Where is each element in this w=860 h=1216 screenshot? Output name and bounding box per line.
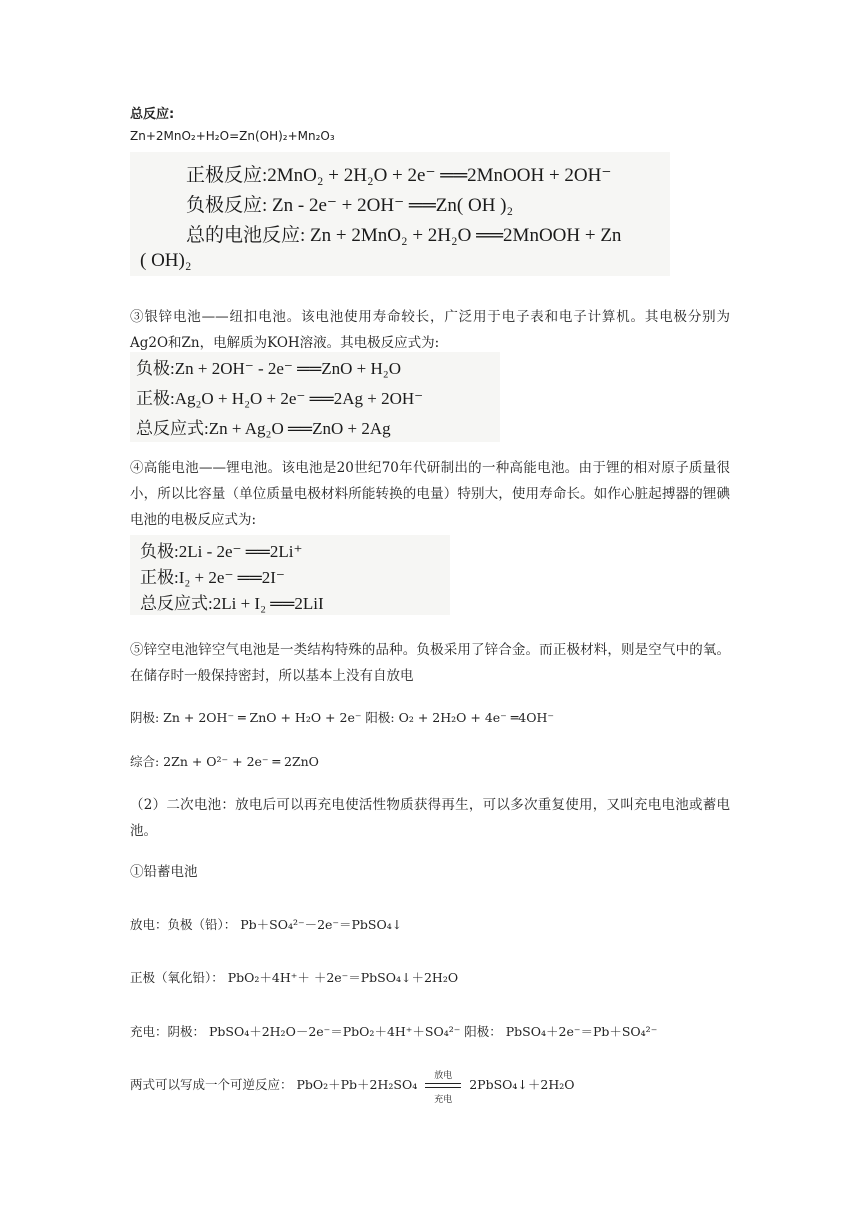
eq-total-cell-reaction: 总的电池反应: Zn + 2MnO₂ + 2H₂O ══2MnOOH + Zn <box>186 225 622 246</box>
zinc-air-overall: 综合: 2Zn + O²⁻ + 2e⁻ ═ 2ZnO <box>130 754 319 769</box>
silver-zinc-paragraph: ③银锌电池——纽扣电池。该电池使用寿命较长，广泛用于电子表和电子计算机。其电极分别为Ag2O和Zn，电解质为KOH溶液。其电极反应式为: <box>130 309 730 351</box>
zinc-air-paragraph: ⑤锌空电池锌空气电池是一类结构特殊的品种。负极采用了锌合金。而正极材料，则是空气中的氧。在储存时一般保持密封，所以基本上没有自放电 <box>130 642 730 684</box>
eq-lithium-positive: 正极:I₂ + 2e⁻ ══2I⁻ <box>140 568 285 587</box>
lead-acid-reversible <box>130 1070 730 1105</box>
eq-silver-negative: 负极:Zn + 2OH⁻ - 2e⁻ ══ZnO + H₂O <box>136 359 401 378</box>
eq-silver-positive: 正极:Ag₂O + H₂O + 2e⁻ ══2Ag + 2OH⁻ <box>136 389 424 408</box>
lead-acid-title: ①铅蓄电池 <box>130 864 198 880</box>
eq-lithium-negative: 负极:2Li - 2e⁻ ══2Li⁺ <box>140 542 303 561</box>
equation-image-manganese <box>130 152 670 276</box>
reversible-arrow-icon <box>425 1070 461 1105</box>
lead-acid-positive: 正极（氧化铅）： PbO₂＋4H⁺＋ ＋2e⁻＝PbSO₄↓＋2H₂O <box>130 970 459 985</box>
lead-acid-charge: 充电：阴极： PbSO₄＋2H₂O－2e⁻＝PbO₂＋4H⁺＋SO₄²⁻ 阳极： PbSO₄＋2e⁻＝Pb＋SO₄²⁻ <box>130 1024 658 1039</box>
equation-image-silver <box>130 352 500 442</box>
total-reaction-formula: Zn+2MnO₂+H₂O=Zn(OH)₂+Mn₂O₃ <box>130 129 335 143</box>
zinc-air-electrodes: 阴极: Zn + 2OH⁻ ═ ZnO + H₂O + 2e⁻ 阳极: O₂ + 2H₂O + 4e⁻ ═4OH⁻ <box>130 710 554 725</box>
arrow-label-charge: 充电 <box>434 1094 453 1105</box>
eq-silver-total: 总反应式:Zn + Ag₂O ══ZnO + 2Ag <box>136 419 391 438</box>
arrow-label-discharge: 放电 <box>434 1070 453 1081</box>
reversible-left: 两式可以写成一个可逆反应： PbO₂＋Pb＋2H₂SO₄ <box>130 1077 418 1092</box>
total-reaction-heading: 总反应: <box>130 107 175 122</box>
equation-image-lithium <box>130 535 450 615</box>
eq-total-cell-reaction-cont: ( OH)₂ <box>140 250 192 271</box>
reversible-right: 2PbSO₄↓＋2H₂O <box>469 1077 575 1092</box>
eq-lithium-total: 总反应式:2Li + I₂ ══2LiI <box>140 594 324 613</box>
lithium-paragraph: ④高能电池——锂电池。该电池是20世纪70年代研制出的一种高能电池。由于锂的相对原子质量很小，所以比容量（单位质量电极材料所能转换的电量）特别大，使用寿命长。如作心脏起搏器的锂碘电池的电极反应式为: <box>130 460 730 528</box>
lead-acid-discharge: 放电：负极（铅）： Pb＋SO₄²⁻－2e⁻＝PbSO₄↓ <box>130 917 403 932</box>
eq-negative-electrode: 负极反应: Zn - 2e⁻ + 2OH⁻ ══Zn( OH )₂ <box>186 195 514 216</box>
secondary-battery-paragraph: （2）二次电池：放电后可以再充电使活性物质获得再生，可以多次重复使用，又叫充电电池或蓄电池。 <box>130 797 730 839</box>
eq-positive-electrode: 正极反应:2MnO₂ + 2H₂O + 2e⁻ ══2MnOOH + 2OH⁻ <box>186 165 612 186</box>
